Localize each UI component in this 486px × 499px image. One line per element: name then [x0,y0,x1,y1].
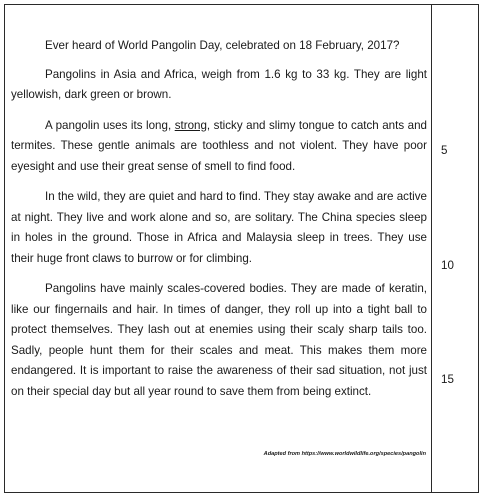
source-citation: Adapted from https://www.worldwildlife.org/species/pangolin [263,451,426,457]
intro-line: Ever heard of World Pangolin Day, celebrated on 18 February, 2017? [45,39,400,52]
paragraph-2 [11,116,427,178]
paragraph-4: Pangolins have mainly scales-covered bodies. They are made of keratin, like our fingernails and hair. In times of danger, they roll up into a tight ball to protect themselves. They lash out at enemies using their scaly sharp tails too. Sadly, people hunt them for their scales and meat. This makes them more endangered. It is important to raise the awareness of their sad situation, not just on their special day but all year round to save them from being extinct. [11,282,427,398]
paragraph-2-end: , sticky and slimy tongue to catch ants and termites. These gentle animals are toothless and not violent. They have poor eyesight and use their great sense of smell to find food. [11,118,428,173]
passage-text [11,36,427,412]
underlined-word: strong [174,118,207,132]
line-number-5: 5 [441,144,448,157]
line-number-column-divider [431,4,432,493]
paragraph-1: Pangolins in Asia and Africa, weigh from 1.6 kg to 33 kg. They are light yellowish, dark green or brown. [11,67,427,101]
line-number-15: 15 [441,373,454,386]
paragraph-3: In the wild, they are quiet and hard to find. They stay awake and are active at night. They live and work alone and so, are solitary. The China species sleep in holes in the ground. Those in Africa and Malaysia sleep in trees. They use their huge front claws to burrow or for climbing. [11,190,427,265]
line-number-10: 10 [441,259,454,272]
paragraph-2-start: A pangolin uses its long, [45,118,175,132]
